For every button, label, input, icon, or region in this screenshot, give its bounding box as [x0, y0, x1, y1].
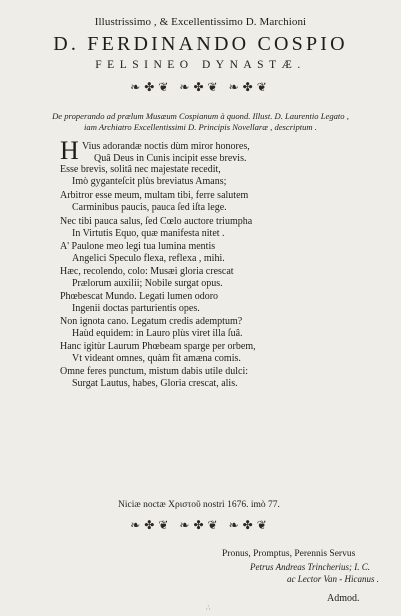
verse-line: Nec tibi pauca salus, ſed Cœlo auctore triumpha — [60, 216, 253, 227]
closing-word: Admod. — [327, 593, 360, 604]
verse-line: Carminibus paucis, pauca ſed iſta lege. — [72, 202, 227, 213]
verse-line: A' Paulone meo legi tua lumina mentis — [60, 241, 216, 252]
ornament-divider-top: ❧✤❦ ❧✤❦ ❧✤❦ — [130, 80, 271, 94]
verse-line: Haùd equidem: in Lauro plùs viret illa ſuâ. — [72, 328, 243, 339]
stanza — [60, 316, 390, 340]
stanza — [60, 190, 390, 214]
verse-line: Esse brevis, solitâ nec majestate recedit, — [60, 164, 221, 175]
verse-line: Ingenii doctas parturientis opes. — [72, 303, 200, 314]
verse-line: Arbitror esse meum, multam tibi, ferre salutem — [60, 190, 249, 201]
verse-line: In Virtutis Equo, quæ manifesta nitet . — [72, 228, 225, 239]
date-line: Niciæ noctæ Χριστοῦ nostri 1676. imò 77. — [118, 500, 280, 510]
drop-cap-initial: H — [60, 136, 79, 165]
verse-line: Vt videant omnes, quàm fit amæna comis. — [72, 353, 241, 364]
stanza — [60, 366, 390, 390]
verse-line: Imò gyganteſcit plùs breviatus Amans; — [72, 176, 227, 187]
stanza — [60, 164, 390, 188]
dedicatee-name: D. FERDINANDO COSPIO — [53, 33, 348, 55]
verse-line: Surgat Lautus, habes, Gloria crescat, alis. — [72, 378, 238, 389]
verse-line: Hæc, recolendo, colo: Musæi gloria crescat — [60, 266, 234, 277]
verse-line: Hanc igitùr Laurum Phœbeam sparge per orbem, — [60, 341, 256, 352]
signature-line-3: ac Lector Van - Hicanus . — [287, 574, 379, 584]
verse-line: Vius adorandæ noctis dùm miror honores, — [82, 141, 250, 152]
stanza — [60, 341, 390, 365]
verse-line: Angelici Speculo flexa, reflexa , mihi. — [72, 253, 225, 264]
printer-mark: ∴ — [206, 604, 211, 612]
signature-line-2: Petrus Andreas Trincherius; I. C. — [250, 562, 371, 572]
verse-line: Quâ Deus in Cunis incipit esse brevis. — [94, 153, 247, 164]
dedication-line: Illustrissimo , & Excellentissimo D. Marchioni — [94, 16, 307, 28]
verse-line: Phœbescat Mundo. Legati lumen odoro — [60, 291, 219, 302]
signature-line-1: Pronus, Promptus, Perennis Servus — [222, 549, 356, 559]
subtitle-line-1: De properando ad prælum Musæum Cospianum à quond. Illust. D. Laurentio Legato , — [52, 111, 349, 121]
verse-line: Omne feres punctum, mistum dabis utile dulci: — [60, 366, 249, 377]
verse-line: Prælorum auxilii; Nobile surgat opus. — [72, 278, 223, 289]
verse-line: Non ignota cano. Legatum credis ademptum? — [60, 316, 243, 327]
stanza — [82, 141, 401, 165]
dedicatee-title: FELSINEO DYNASTÆ. — [95, 59, 306, 71]
stanza — [60, 241, 390, 265]
stanza — [60, 216, 390, 240]
stanza — [60, 266, 390, 290]
ornament-divider-bottom: ❧✤❦ ❧✤❦ ❧✤❦ — [130, 518, 271, 532]
subtitle-line-2: iam Archiatro Excellentissimi D. Principis Novellaræ , descriptum . — [84, 122, 317, 132]
stanza — [60, 291, 390, 315]
